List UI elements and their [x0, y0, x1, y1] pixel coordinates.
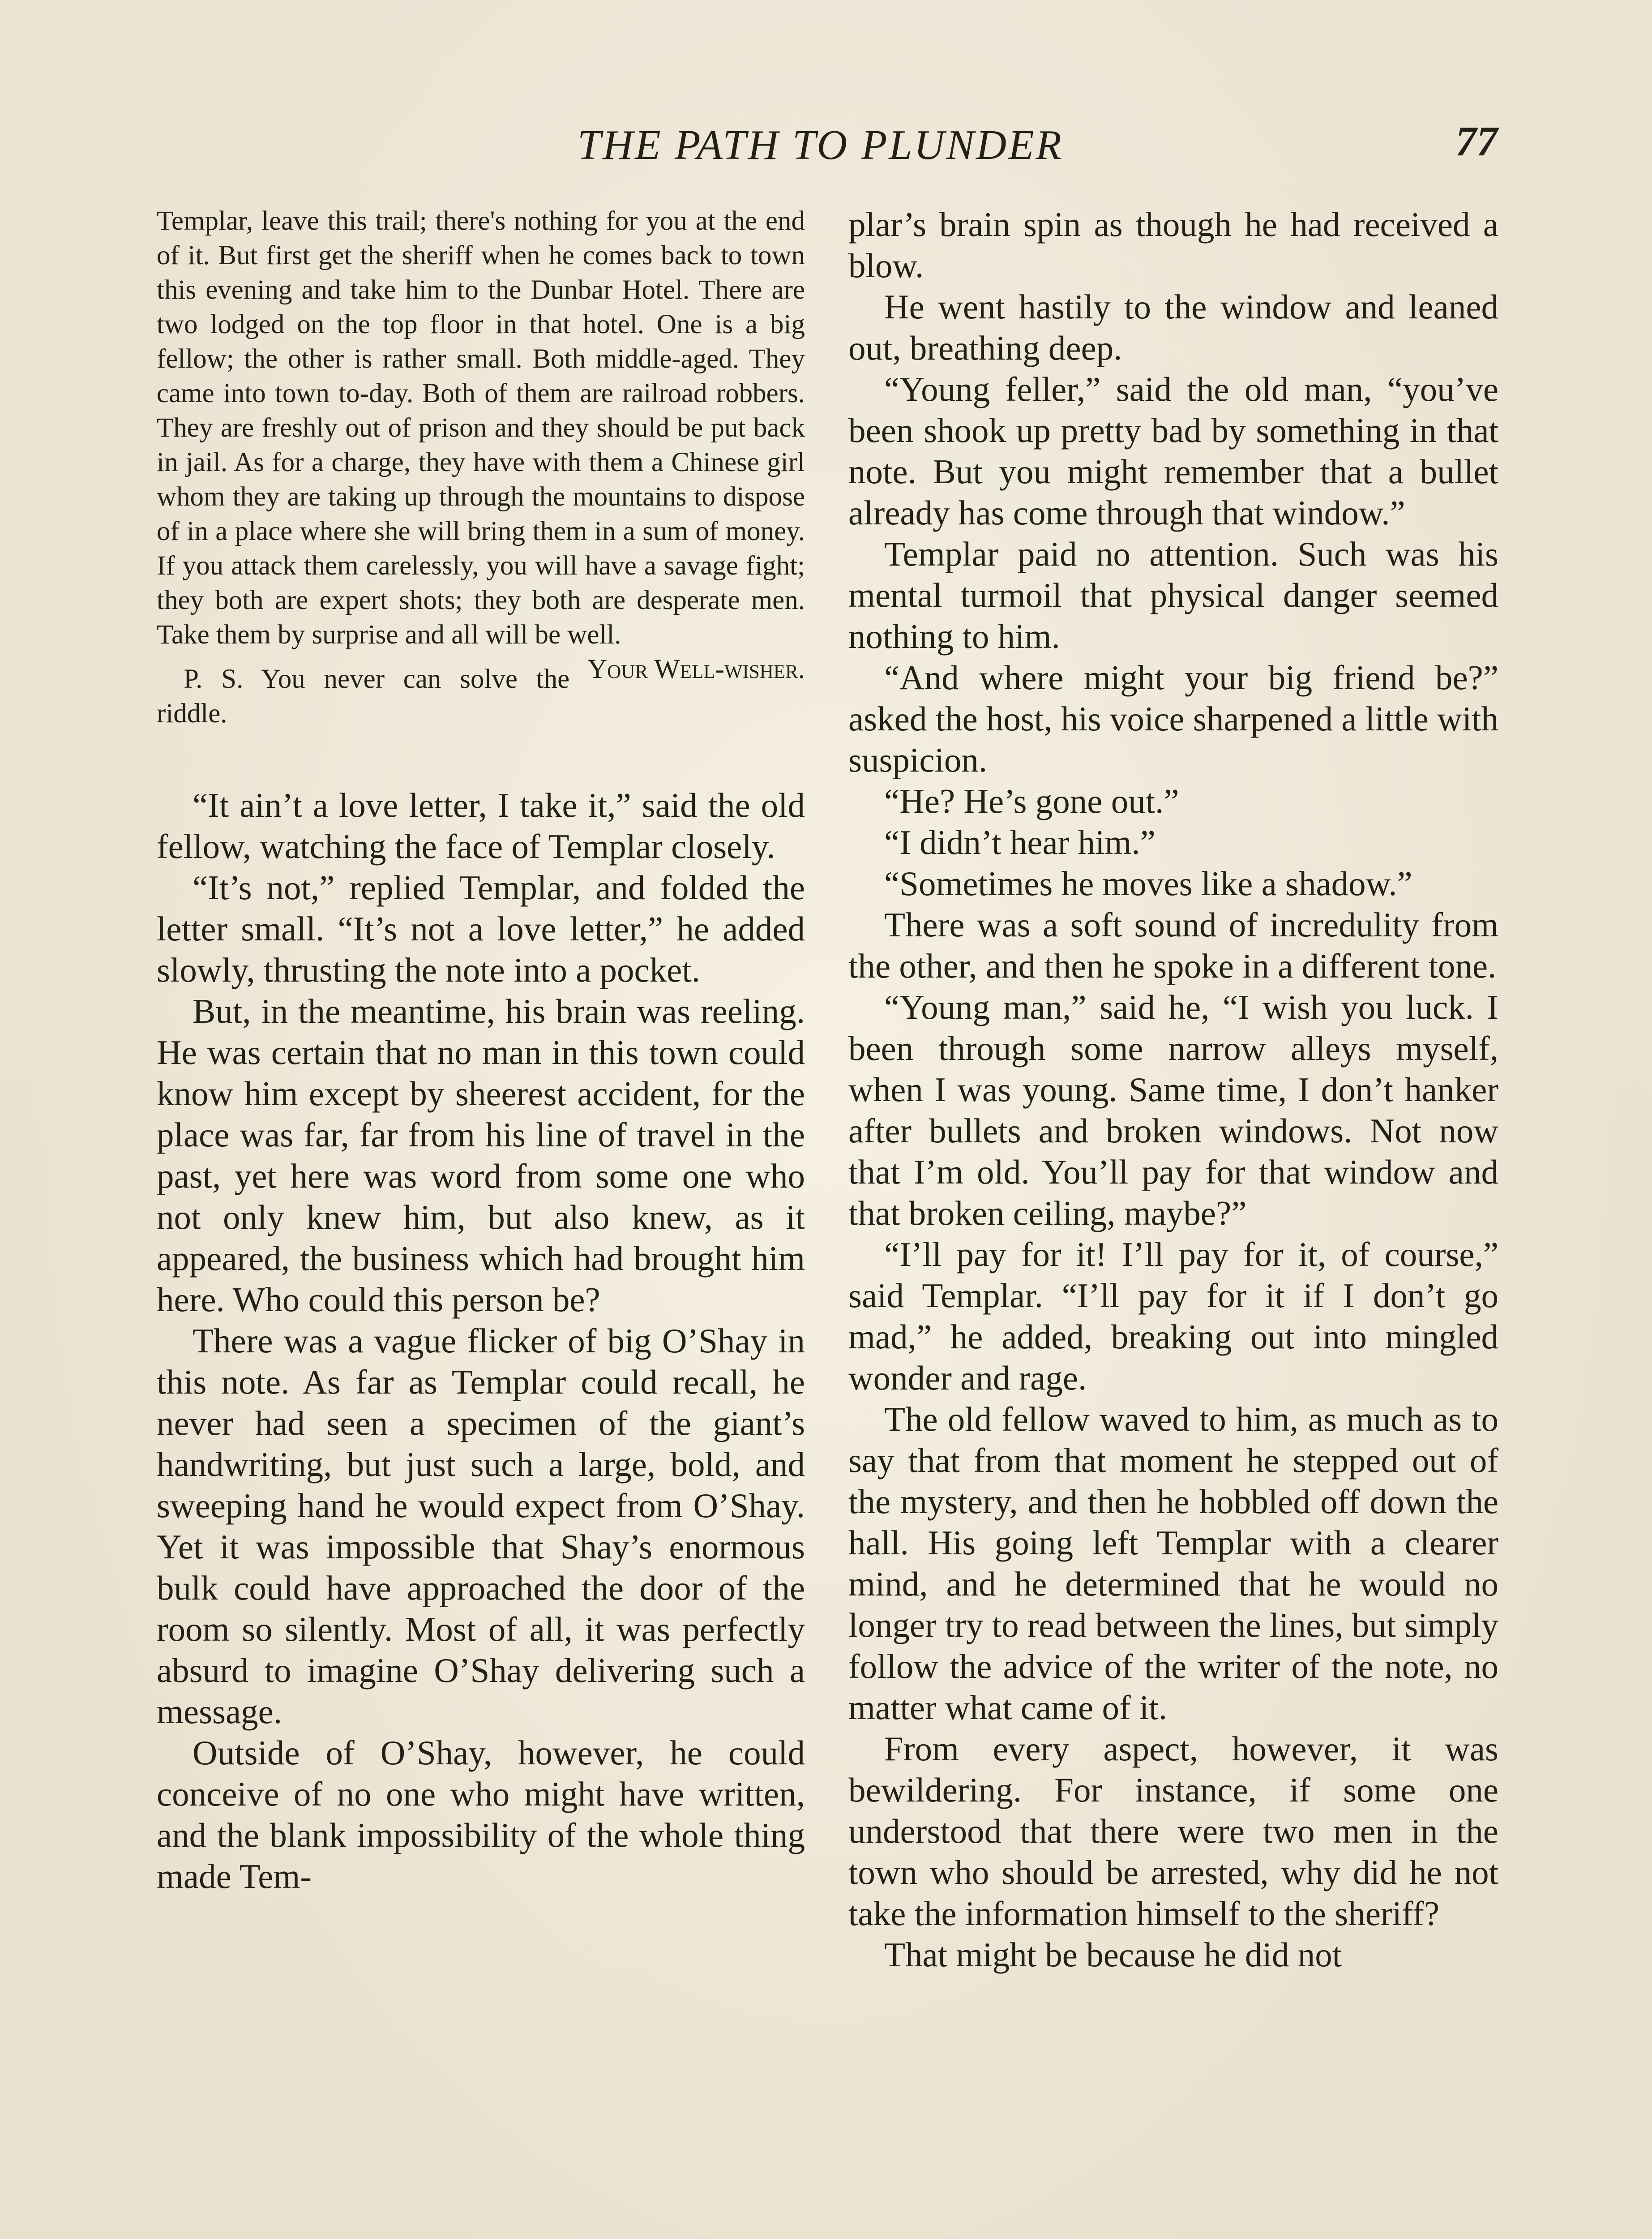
paragraph: “Young feller,” said the old man, “you’ve been shook up pretty bad by something in that note. But you might remember that a bullet already has come through that window.” — [848, 370, 1498, 532]
letter-body-text: Templar, leave this trail; there's nothing for you at the end of it. But first get the sheriff when he comes back to town this evening and take him to the Dunbar Hotel. There are two lodged on the top floor in that hotel. One is a big fellow; the other is rather small. Both middle-aged. They came into town to-day. Both of them are railroad robbers. They are freshly out of prison and they should be put back in jail. As for a charge, they have with them a Chinese girl whom they are taking up through the mountains to dispose of in a place where she will bring them in a sum of money. If you attack them carelessly, you will have a savage fight; they both are expert shots; they both are desperate men. Take them by surprise and all will be well. — [157, 206, 805, 650]
letter-text — [157, 204, 805, 731]
paragraph: “I didn’t hear him.” — [884, 823, 1156, 862]
paragraph: “It’s not,” replied Templar, and folded the letter small. “It’s not a love letter,” he added slowly, thrusting the note into a pocket. — [157, 868, 805, 989]
paragraph: Templar paid no attention. Such was his mental turmoil that physical danger seemed nothing to him. — [848, 535, 1498, 656]
paragraph: There was a vague flicker of big O’Shay in this note. As far as Templar could recall, he never had seen a specimen of the giant’s handwriting, but just such a large, bold, and sweeping hand he would expect from O’Shay. Yet it was impossible that Shay’s enormous bulk could have approached the door of the room so silently. Most of all, it was perfectly absurd to imagine O’Shay delivering such a message. — [157, 1321, 805, 1731]
story-text-left — [157, 785, 805, 1897]
right-column — [848, 204, 1498, 1975]
paragraph: “He? He’s gone out.” — [884, 782, 1179, 820]
paragraph: “I’ll pay for it! I’ll pay for it, of course,” said Templar. “I’ll pay for it if I don’t go mad,” he added, breaking out into mingled wonder and rage. — [848, 1235, 1498, 1397]
letter-postscript: P. S. You never can solve the riddle. — [157, 664, 570, 729]
paragraph: “And where might your big friend be?” asked the host, his voice sharpened a little with suspicion. — [848, 658, 1498, 779]
paragraph: “Young man,” said he, “I wish you luck. I been through some narrow alleys myself, when I was young. Same time, I don’t hanker after bullets and broken windows. Not now that I’m old. You’ll pay for that window and that broken ceiling, maybe?” — [848, 988, 1498, 1232]
running-title: THE PATH TO PLUNDER — [578, 122, 1063, 168]
page-header — [0, 118, 1652, 170]
letter-body — [157, 204, 805, 684]
paragraph: He went hastily to the window and leaned out, breathing deep. — [848, 287, 1498, 367]
letter-signature: Your Well-wisher. — [587, 654, 805, 684]
paragraph: plar’s brain spin as though he had received a blow. — [848, 205, 1498, 285]
paragraph: “Sometimes he moves like a shadow.” — [884, 864, 1412, 903]
paragraph: That might be because he did not — [884, 1935, 1342, 1974]
page-number: 77 — [1455, 118, 1498, 165]
paragraph: There was a soft sound of incredulity from the other, and then he spoke in a different tone. — [848, 905, 1498, 985]
left-column — [157, 204, 805, 1897]
paragraph: Outside of O’Shay, however, he could conceive of no one who might have written, and the blank impossibility of the whole thing made Tem- — [157, 1733, 805, 1896]
paragraph: The old fellow waved to him, as much as to say that from that moment he stepped out of the mystery, and then he hobbled off down the hall. His going left Templar with a clearer mind, and he determined that he would no longer try to read between the lines, but simply follow the advice of the writer of the note, no matter what came of it. — [848, 1400, 1498, 1727]
paragraph: “It ain’t a love letter, I take it,” said the old fellow, watching the face of Templar closely. — [157, 786, 805, 866]
paragraph: But, in the meantime, his brain was reeling. He was certain that no man in this town could know him except by sheerest accident, for the place was far, far from his line of travel in the past, yet here was word from some one who not only knew him, but also knew, as it appeared, the business which had brought him here. Who could this person be? — [157, 992, 805, 1319]
paragraph: From every aspect, however, it was bewildering. For instance, if some one understood that there were two men in the town who should be arrested, why did he not take the information himself to the sheriff? — [848, 1729, 1498, 1933]
